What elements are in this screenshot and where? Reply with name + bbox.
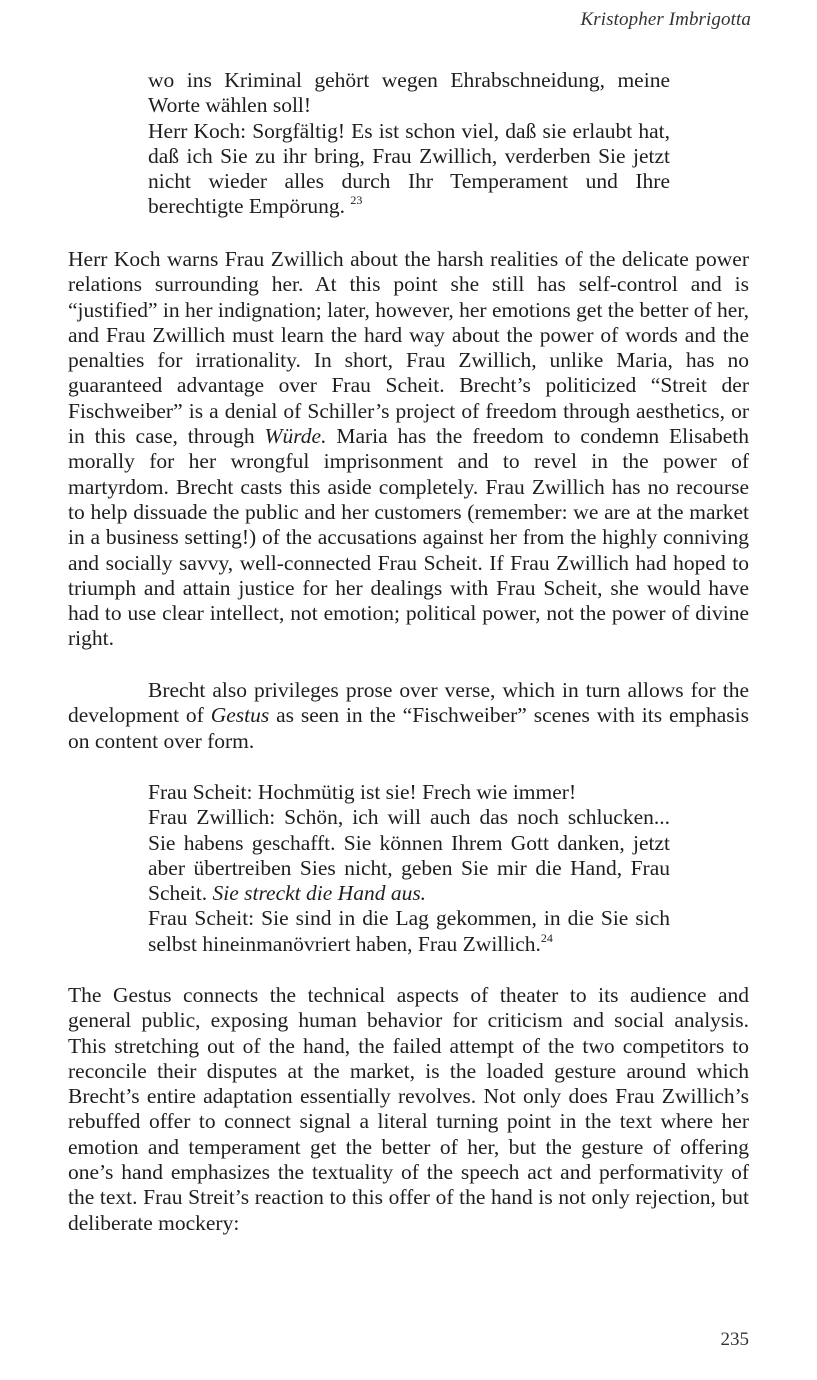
quote-line — [148, 119, 670, 220]
body-paragraph-1 — [68, 247, 749, 652]
italic-term: Würde. — [264, 424, 327, 449]
page-number: 235 — [720, 1329, 749, 1350]
footnote-marker: 24 — [540, 930, 553, 945]
running-head: Kristopher Imbrigotta — [580, 9, 751, 30]
paragraph-text: as seen in the “Fischweiber” scenes with its emphasis on content over form. — [68, 703, 749, 753]
paragraph-text: Maria has the freedom to condemn Elisabeth morally for her wrongful imprisonment and to revel in the power of martyrdom. Brecht casts this aside completely. Frau Zwillich has no recourse to help dissuade the public and her customers (remember: we are at the market in a business setting!) of the accusations against her from the highly conniving and socially savvy, well-connected Frau Scheit. If Frau Zwillich had hoped to triumph and attain justice for her dealings with Frau Scheit, she would have had to use clear intellect, not emotion; political power, not the power of divine right. — [68, 424, 749, 651]
body-paragraph-3: The Gestus connects the technical aspects of theater to its audience and general public, exposing human behavior for criticism and social analysis. This stretching out of the hand, the failed attempt of the two competitors to reconcile their disputes at the market, is the loaded gesture around which Brecht’s entire adaptation essentially revolves. Not only does Frau Zwillich’s rebuffed offer to connect signal a literal turning point in the text where her emotion and temperament get the better of her, but the gesture of offering one’s hand emphasizes the textuality of the speech act and performativity of the text. Frau Streit’s reaction to this offer of the hand is not only rejection, but deliberate mockery: — [68, 983, 749, 1235]
quote-line — [148, 805, 670, 906]
quote-text: Frau Zwillich: Schön, ich will auch das noch schlucken... Sie habens geschafft. Sie können Ihrem Gott danken, jetzt aber übertreiben Sies nicht, geben Sie mir die Hand, Frau Scheit. — [148, 805, 670, 906]
paragraph-text: Herr Koch warns Frau Zwillich about the harsh realities of the delicate power relations surrounding her. At this point she still has self-control and is “justified” in her indignation; later, however, her emotions get the better of her, and Frau Zwillich must learn the hard way about the power of words and the penalties for irrationality. In short, Frau Zwillich, unlike Maria, has no guaranteed advantage over Frau Scheit. Brecht’s politicized “Streit der Fischweiber” is a denial of Schiller’s project of freedom through aesthetics, or in this case, through — [68, 247, 750, 449]
block-quote-koch — [148, 68, 670, 220]
quote-text: Frau Scheit: Sie sind in die Lag gekommen, in die Sie sich selbst hineinmanövriert haben, Frau Zwillich. — [148, 906, 670, 956]
paragraph-text: Brecht also privileges prose over verse, which in turn allows for the development of — [68, 678, 749, 728]
quote-text: Herr Koch: Sorgfältig! Es ist schon viel, daß sie erlaubt hat, daß ich Sie zu ihr bring, Frau Zwillich, verderben Sie jetzt nicht wieder alles durch Ihr Temperament und Ihre berechtigte Empörung. — [148, 118, 670, 219]
footnote-marker: 23 — [350, 193, 363, 208]
stage-direction: Sie streckt die Hand aus. — [212, 881, 427, 906]
quote-line — [148, 906, 670, 957]
quote-line: wo ins Kriminal gehört wegen Ehrabschneidung, meine Worte wählen soll! — [148, 68, 670, 118]
block-quote-fischweiber — [148, 780, 670, 957]
italic-term: Gestus — [210, 703, 270, 728]
body-paragraph-2 — [68, 678, 749, 754]
quote-line: Frau Scheit: Hochmütig ist sie! Frech wie immer! — [148, 780, 577, 804]
